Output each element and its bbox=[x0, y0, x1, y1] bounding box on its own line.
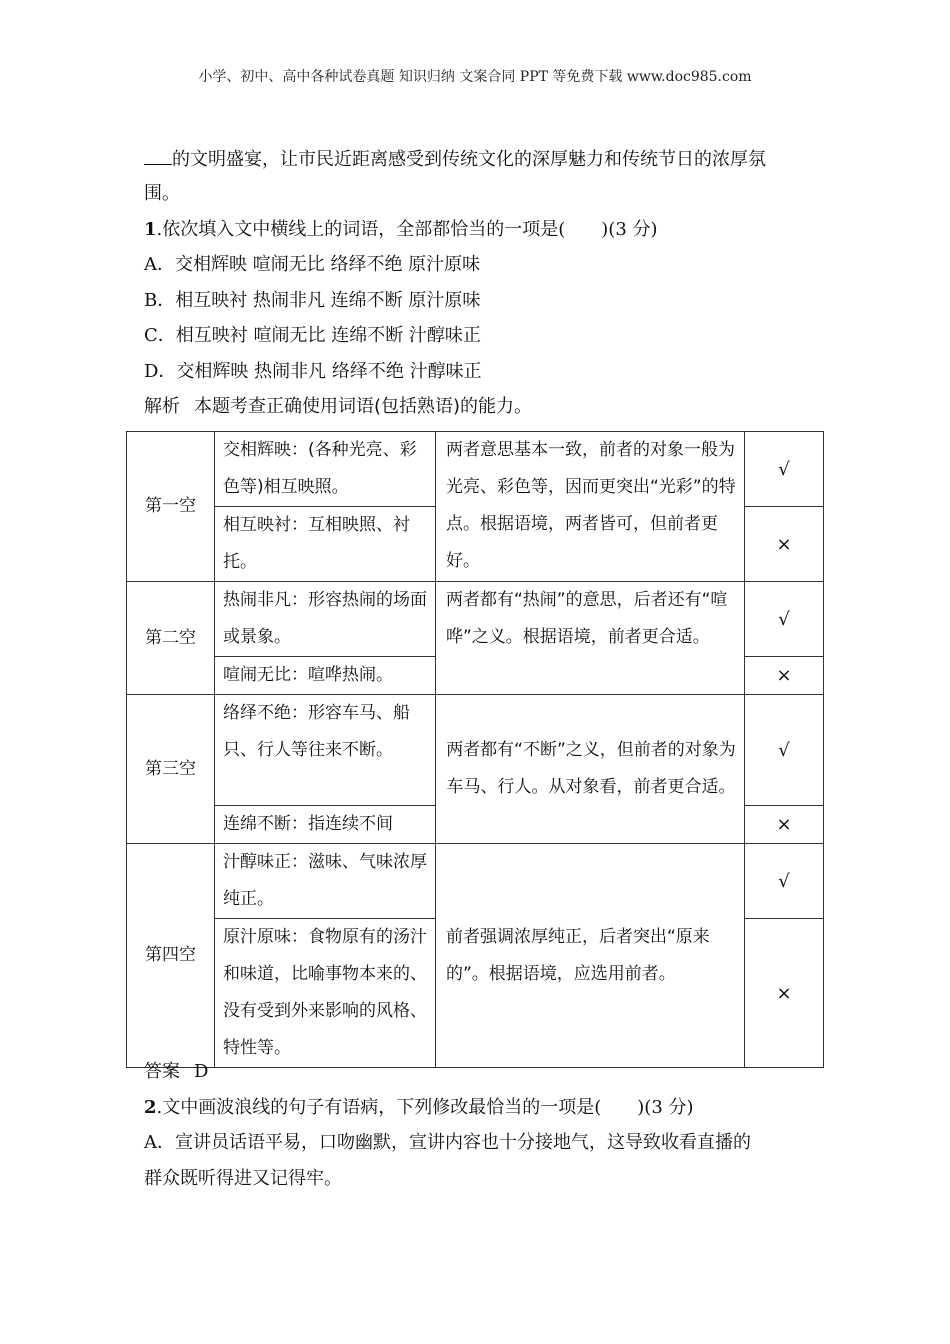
answer-label: 答案 bbox=[144, 1061, 180, 1082]
definition-cell: 喧闹无比：喧哗热闹。 bbox=[215, 657, 436, 695]
question-1-stem bbox=[144, 218, 658, 242]
question-1-option-d: D．交相辉映 热闹非凡 络绎不绝 汁醇味正 bbox=[144, 361, 482, 382]
question-1-analysis bbox=[144, 395, 532, 419]
definition-cell: 交相辉映：(各种光亮、彩色等)相互映照。 bbox=[215, 432, 436, 507]
analysis-text: 本题考查正确使用词语(包括熟语)的能力。 bbox=[194, 396, 533, 417]
question-2-option-a-line-1: A．宣讲员话语平易，口吻幽默，宣讲内容也十分接地气，这导致收看直播的 bbox=[144, 1132, 751, 1153]
check-mark: √ bbox=[745, 844, 824, 919]
intro-text-1: 的文明盛宴，让市民近距离感受到传统文化的深厚魅力和传统节日的浓厚氛 bbox=[172, 149, 766, 170]
cross-mark: × bbox=[745, 657, 824, 695]
question-1-text: .依次填入文中横线上的词语，全部都恰当的一项是( )(3 分) bbox=[156, 219, 658, 240]
cross-mark: × bbox=[745, 507, 824, 582]
explanation-cell: 前者强调浓厚纯正，后者突出“原来的”。根据语境，应选用前者。 bbox=[436, 844, 745, 1068]
check-mark: √ bbox=[745, 432, 824, 507]
blank-label-4: 第四空 bbox=[127, 844, 215, 1068]
fill-blank bbox=[144, 146, 172, 165]
explanation-cell: 两者都有“热闹”的意思，后者还有“喧哗”之义。根据语境，前者更合适。 bbox=[436, 582, 745, 695]
definition-cell: 络绎不绝：形容车马、船只、行人等往来不断。 bbox=[215, 695, 436, 806]
cross-mark: × bbox=[745, 806, 824, 844]
blank-label-3: 第三空 bbox=[127, 695, 215, 844]
answer-value: D bbox=[194, 1061, 209, 1082]
question-2-stem bbox=[144, 1096, 694, 1120]
definition-cell: 热闹非凡：形容热闹的场面或景象。 bbox=[215, 582, 436, 657]
question-2-number: 2 bbox=[144, 1097, 157, 1118]
cross-mark: × bbox=[745, 919, 824, 1068]
table-row bbox=[127, 432, 824, 507]
check-mark: √ bbox=[745, 582, 824, 657]
explanation-cell: 两者意思基本一致，前者的对象一般为光亮、彩色等，因而更突出“光彩”的特点。根据语境，两者皆可，但前者更好。 bbox=[436, 432, 745, 582]
definition-cell: 连绵不断：指连续不间 bbox=[215, 806, 436, 844]
explanation-cell: 两者都有“不断”之义，但前者的对象为车马、行人。从对象看，前者更合适。 bbox=[436, 695, 745, 844]
question-1-option-a: A．交相辉映 喧闹无比 络绎不绝 原汁原味 bbox=[144, 254, 481, 275]
definition-cell: 相互映衬：互相映照、衬托。 bbox=[215, 507, 436, 582]
definition-cell: 汁醇味正：滋味、气味浓厚纯正。 bbox=[215, 844, 436, 919]
table-row bbox=[127, 844, 824, 919]
question-1-number: 1 bbox=[144, 219, 157, 240]
question-2-option-a-line-2: 群众既听得进又记得牢。 bbox=[144, 1168, 342, 1189]
page-header: 小学、初中、高中各种试卷真题 知识归纳 文案合同 PPT 等免费下载 www.doc985.com bbox=[198, 69, 752, 85]
intro-line-1 bbox=[144, 146, 766, 172]
blank-label-2: 第二空 bbox=[127, 582, 215, 695]
analysis-label: 解析 bbox=[144, 396, 180, 417]
table-row bbox=[127, 582, 824, 657]
question-1-option-b: B．相互映衬 热闹非凡 连绵不断 原汁原味 bbox=[144, 290, 481, 311]
word-analysis-table bbox=[126, 431, 824, 1068]
definition-cell: 原汁原味：食物原有的汤汁和味道，比喻事物本来的、没有受到外来影响的风格、特性等。 bbox=[215, 919, 436, 1068]
check-mark: √ bbox=[745, 695, 824, 806]
blank-label-1: 第一空 bbox=[127, 432, 215, 582]
question-1-option-c: C．相互映衬 喧闹无比 连绵不断 汁醇味正 bbox=[144, 325, 481, 346]
question-1-answer bbox=[144, 1060, 208, 1084]
intro-line-2: 围。 bbox=[144, 183, 180, 204]
table-row bbox=[127, 695, 824, 806]
question-2-text: .文中画波浪线的句子有语病，下列修改最恰当的一项是( )(3 分) bbox=[156, 1097, 694, 1118]
